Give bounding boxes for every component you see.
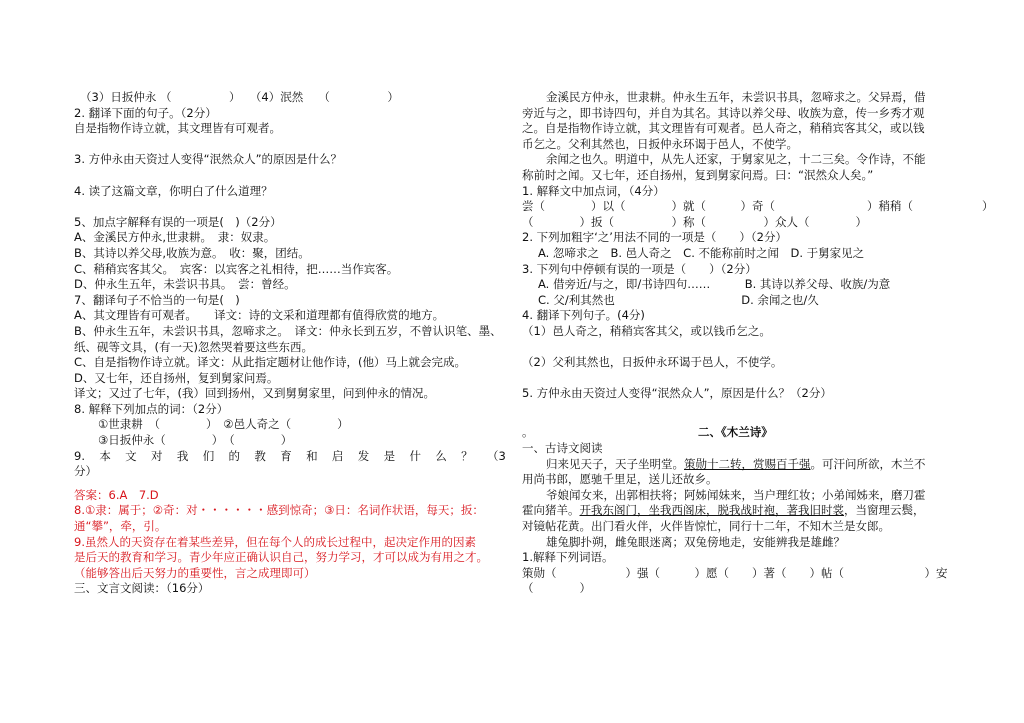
q5-option-a: A、金溪民方仲永,世隶耕。 隶：奴隶。 bbox=[74, 230, 276, 245]
answer-line-1: 答案：6.A 7.D bbox=[74, 487, 159, 502]
rq1-blanks-1: 尝（ ）以（ ）就（ ）奇（ ）稍稍（ ） bbox=[522, 199, 994, 214]
q7-heading: 7、翻译句子不恰当的一句是( ) bbox=[74, 292, 240, 307]
answer-line-5: 是后天的教育和学习。青少年应正确认识自己，努力学习，才可以成为有用之才。 bbox=[74, 550, 488, 565]
q8-heading: 8. 解释下列加点的词：（2分） bbox=[74, 401, 229, 416]
poem-line-4: 霍向猪羊。开我东阁门，坐我西阁床，脱我战时袍，著我旧时裳，当窗理云鬓， bbox=[522, 503, 925, 518]
rq4-sentence-2: （2）父利其然也，日扳仲永环谒于邑人，不使学。 bbox=[522, 355, 783, 370]
section-3-heading: 三、文言文阅读：（16分） bbox=[74, 581, 210, 596]
passage-line-5: 余闻之也久。明道中，从先人还家，于舅家见之，十二三矣。令作诗，不能 bbox=[546, 152, 926, 167]
poem-line-2: 用尚书郎，愿驰千里足，送儿还故乡。 bbox=[522, 472, 718, 487]
passage-line-6: 称前时之闻。又七年，还自扬州，复到舅家问焉。曰：“泯然众人矣。” bbox=[522, 167, 874, 182]
rq3-options-1: A. 借旁近/与之，即/书诗四句…… B. 其诗以养父母、收族/为意 bbox=[538, 277, 891, 292]
q7-option-d: D、又七年，还自扬州，复到舅家问焉。 bbox=[74, 370, 279, 385]
q5-option-c: C、稍稍宾客其父。 宾客：以宾客之礼相待，把……当作宾客。 bbox=[74, 261, 399, 276]
section-2-title: 二、《木兰诗》 bbox=[698, 425, 773, 440]
q4-heading: 4. 读了这篇文章，你明白了什么道理？ bbox=[74, 183, 273, 198]
poem-line-1: 归来见天子，天子坐明堂。策勋十二转，赏赐百千强。可汗问所欲，木兰不 bbox=[546, 456, 926, 471]
q2-sentence: 自是指物作诗立就，其文理皆有可观者。 bbox=[74, 121, 281, 136]
answer-line-2: 8.①隶：属于；②奇：对・・・・・・感到惊奇；③日：名词作状语，每天；扳： bbox=[74, 503, 484, 518]
passage-line-4: 币乞之。父利其然也，日扳仲永环谒于邑人，不使学。 bbox=[522, 136, 798, 151]
q9-heading-tail: 分） bbox=[74, 464, 97, 479]
q2-heading: 2. 翻译下面的句子。（2分） bbox=[74, 105, 217, 120]
rq3-heading: 3. 下列句中停顿有误的一项是（ ）（2分） bbox=[522, 261, 757, 276]
rq4-heading: 4. 翻译下列句子。(4分) bbox=[522, 308, 645, 323]
left-column bbox=[74, 90, 514, 597]
rq1-blanks-2: （ ）扳（ ）称（ ）众人（ ） bbox=[522, 214, 867, 229]
rq5-heading: 5. 方仲永由天资过人变得“泯然众人”，原因是什么？（2分） bbox=[522, 386, 832, 401]
rq3-options-2: C. 父/利其然也 D. 余闻之也/久 bbox=[538, 292, 819, 307]
poem-line-5: 对镜帖花黄。出门看火伴，火伴皆惊忙，同行十二年，不知木兰是女郎。 bbox=[522, 519, 890, 534]
poem-line-6: 雄兔脚扑朔，雌兔眼迷离；双兔傍地走，安能辨我是雄雌？ bbox=[546, 534, 845, 549]
q7-option-c: C、自是指物作诗立就。译文：从此指定题材让他作诗，(他）马上就会完成。 bbox=[74, 355, 467, 370]
rq1-heading: 1. 解释文中加点词，（4分） bbox=[522, 183, 665, 198]
q8-items-1-2: ①世隶耕 （ ） ②邑人奇之（ ） bbox=[98, 417, 349, 432]
words-heading: 1.解释下列词语。 bbox=[522, 550, 614, 565]
q5-heading: 5、加点字解释有误的一项是( )（2分） bbox=[74, 214, 282, 229]
right-column bbox=[522, 90, 994, 597]
answer-line-6: （能够答出后天努力的重要性，言之成理即可） bbox=[74, 565, 316, 580]
q7-option-d-translation: 译文；又过了七年，(我）回到扬州，又到舅舅家里，问到仲永的情况。 bbox=[74, 386, 435, 401]
q3-heading: 3. 方仲永由天资过人变得“泯然众人”的原因是什么？ bbox=[74, 152, 343, 167]
rq2-heading: 2. 下列加粗字‘之’用法不同的一项是（ ）（2分） bbox=[522, 230, 788, 245]
q7-option-b: B、仲永生五年，未尝识书具，忽啼求之。 译文：仲永长到五岁，不曾认识笔、墨、 bbox=[74, 323, 502, 338]
q8-items-3: ③日扳仲永（ ） （ ） bbox=[98, 433, 293, 448]
words-blanks-2: （ ） bbox=[522, 581, 591, 596]
poem-subheading: 一、古诗文阅读 bbox=[522, 441, 603, 456]
answer-line-4: 9.虽然人的天资存在着某些差异，但在每个人的成长过程中，起决定作用的因素 bbox=[74, 534, 476, 549]
q5-option-d: D、仲永生五年，未尝识书具。 尝：曾经。 bbox=[74, 277, 296, 292]
answer-line-3: 通“攀”，牵，引。 bbox=[74, 519, 167, 534]
passage-line-1: 金溪民方仲永，世隶耕。仲永生五年，未尝识书具，忽啼求之。父异焉，借 bbox=[546, 90, 926, 104]
passage-line-2: 旁近与之，即书诗四句，并自为其名。其诗以养父母、收族为意，传一乡秀才观 bbox=[522, 105, 925, 120]
q1-items-3-4: （3）日扳仲永 （ ） （4）泯然 （ ） bbox=[80, 90, 399, 104]
poem-line-3: 爷娘闻女来，出郭相扶将；阿姊闻妹来，当户理红妆；小弟闻姊来，磨刀霍 bbox=[546, 487, 926, 502]
rq2-options: A. 忽啼求之 B. 邑人奇之 C. 不能称前时之闻 D. 于舅家见之 bbox=[538, 245, 865, 260]
q7-option-b-cont: 纸、砚等文具，(有一天)忽然哭着要这些东西。 bbox=[74, 339, 313, 354]
rq4-sentence-1: （1）邑人奇之，稍稍宾客其父，或以钱币乞之。 bbox=[522, 323, 771, 338]
section-2-row bbox=[522, 425, 962, 441]
section-2-prefix: 。 bbox=[522, 425, 534, 440]
q7-option-a: A、其文理皆有可观者。 译文：诗的文采和道理都有值得欣赏的地方。 bbox=[74, 308, 445, 323]
words-blanks-1: 策勋（ ）强（ ）愿（ ）著（ ）帖（ ）安 bbox=[522, 565, 948, 580]
q5-option-b: B、其诗以养父母,收族为意。 收：聚，团结。 bbox=[74, 245, 310, 260]
passage-line-3: 之。自是指物作诗立就，其文理皆有可观者。邑人奇之，稍稍宾客其父，或以钱 bbox=[522, 121, 925, 136]
q9-heading: 9. 本 文 对 我 们 的 教 育 和 启 发 是 什 么 ？ （3 bbox=[74, 448, 506, 463]
